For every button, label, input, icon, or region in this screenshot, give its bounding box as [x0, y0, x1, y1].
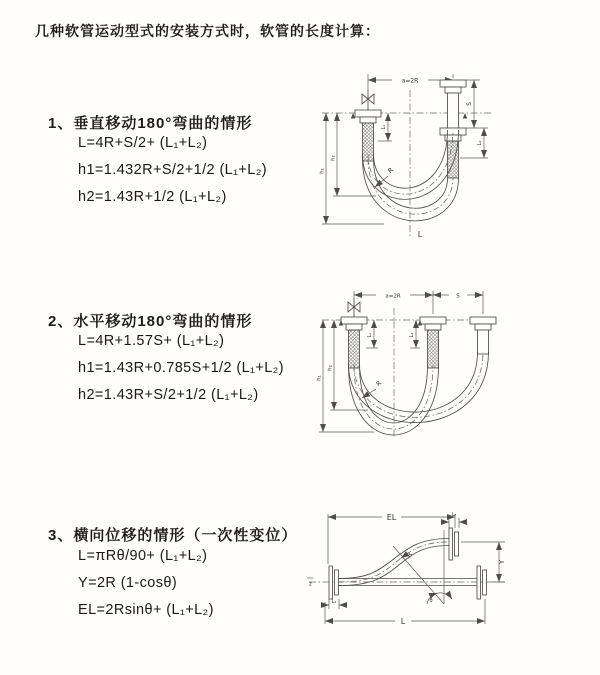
left-flange	[341, 317, 367, 368]
right-upper-flange	[440, 80, 466, 128]
dimension-s	[466, 80, 488, 128]
dimension-label-l1: L₁	[368, 332, 373, 338]
dimension-label-y: Y	[498, 559, 506, 565]
angle-label: θ	[429, 598, 433, 604]
dimension-label-a2r: a=2R	[385, 293, 401, 300]
radius-label: R	[375, 379, 383, 388]
right-flange-moved	[470, 317, 496, 354]
construction-lines	[393, 530, 452, 604]
section-3-formulas	[78, 543, 214, 624]
formula-line: L=4R+1.57S+ (L₁+L₂)	[78, 333, 225, 349]
dimension-a2r	[354, 291, 483, 314]
diagram-3-lateral-displacement	[303, 506, 511, 640]
centerlines	[319, 90, 492, 236]
dimension-label-l1: L₁	[331, 600, 337, 605]
dimension-label-a2r: a=2R	[401, 77, 419, 85]
dimension-label-h2: h₂	[330, 155, 337, 161]
formula-line: EL=2Rsinθ+ (L₁+L₂)	[78, 602, 214, 618]
dimension-label-s: S	[466, 102, 473, 106]
dimension-s	[433, 294, 483, 300]
dimension-label-s: S	[456, 293, 460, 300]
dimension-el	[328, 513, 455, 564]
formula-line: L=4R+S/2+ (L₁+L₂)	[78, 135, 208, 151]
formula-line: L=πRθ/90+ (L₁+L₂)	[78, 548, 208, 564]
left-flange	[329, 566, 339, 599]
section-1-formulas	[78, 130, 267, 211]
left-flange	[355, 110, 381, 161]
section-3-heading: 3、横向位移的情形（一次性变位）	[48, 527, 298, 544]
dimension-label-l2: L₂	[451, 513, 457, 518]
valve-icon	[348, 298, 360, 317]
diagram-1-vertical-bend	[318, 66, 496, 240]
dimension-label-l2: L₂	[477, 140, 483, 146]
section-2-heading: 2、水平移动180°弯曲的情形	[48, 313, 253, 330]
formula-line: Y=2R (1-cosθ)	[78, 575, 178, 591]
radius-label: R	[404, 550, 414, 560]
dimension-l1	[366, 320, 378, 348]
dimension-h2	[328, 320, 369, 410]
diagram-2-horizontal-bend	[316, 286, 501, 450]
upper-right-flange	[449, 528, 459, 560]
hose-braid	[428, 330, 439, 368]
dimension-label-h2: h₂	[327, 365, 334, 371]
dimension-label-l1: L₁	[381, 124, 387, 130]
formula-line: h2=1.43R+1/2 (L₁+L₂)	[78, 189, 227, 205]
axis-mark: z	[309, 581, 312, 588]
hose-braid	[448, 141, 459, 178]
dimension-label-el: EL	[386, 513, 397, 522]
valve-icon	[362, 90, 374, 110]
radius-label: R	[386, 165, 396, 175]
hose-braid	[349, 330, 360, 368]
dimension-l2	[441, 512, 467, 528]
dimension-label-h1: h₁	[316, 375, 323, 381]
page-title: 几种软管运动型式的安装方式时，软管的长度计算：	[35, 23, 380, 39]
section-1-heading: 1、垂直移动180°弯曲的情形	[48, 115, 253, 132]
formula-line: h1=1.43R+0.785S+1/2 (L₁+L₂)	[78, 360, 284, 376]
dimension-label-l: L	[400, 617, 406, 626]
middle-flange	[420, 317, 446, 368]
formula-line: h1=1.432R+S/2+1/2 (L₁+L₂)	[78, 162, 268, 178]
dimension-h1	[317, 320, 375, 432]
hose-arcs	[363, 130, 459, 221]
dimension-label-h1: h₁	[319, 168, 326, 174]
dimension-l	[325, 599, 485, 626]
formula-line: h2=1.43R+S/2+1/2 (L₁+L₂)	[78, 387, 259, 403]
lower-right-flange	[477, 566, 487, 599]
right-lower-flange	[440, 128, 466, 178]
radius-callout	[362, 380, 383, 398]
section-2-formulas	[78, 328, 284, 409]
length-label: L	[417, 230, 423, 239]
dimension-label-l2: L₂	[410, 332, 415, 338]
